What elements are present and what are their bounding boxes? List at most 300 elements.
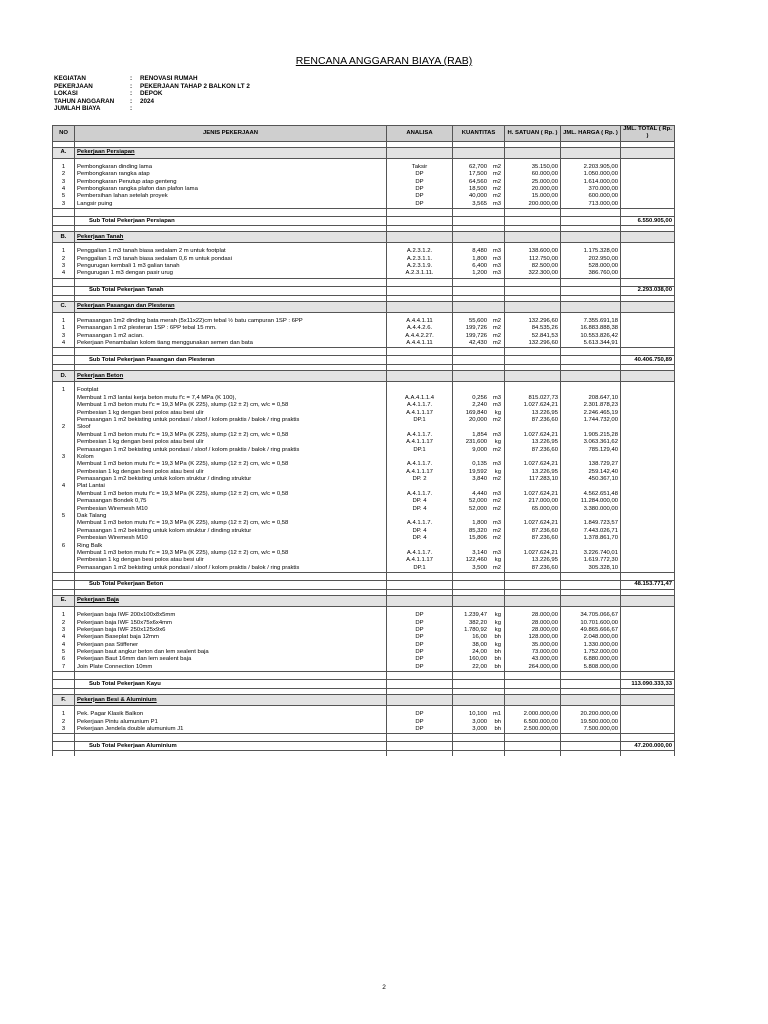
row-unit-price: 13.226,95 (505, 557, 561, 564)
row-amount: 450.367,10 (561, 476, 621, 483)
subtotal-row (53, 286, 675, 295)
empty-cell (53, 680, 75, 689)
row-analisa (387, 513, 453, 520)
row-number (53, 461, 75, 468)
row-total (621, 719, 675, 726)
table-row (53, 270, 675, 278)
section-header-row (53, 695, 675, 706)
info-label: LOKASI (54, 90, 78, 98)
section-code: A. (53, 147, 75, 158)
row-analisa: DP (387, 612, 453, 619)
empty-cell (453, 147, 505, 158)
quantity-value: 199,726 (465, 325, 487, 332)
empty-cell (53, 672, 75, 680)
empty-cell (453, 278, 505, 286)
row-unit-price: 128.000,00 (505, 634, 561, 641)
empty-cell (387, 217, 453, 226)
row-unit-price: 43.000,00 (505, 656, 561, 663)
empty-cell (453, 209, 505, 217)
quantity-value: 17,500 (468, 171, 487, 178)
empty-cell (387, 147, 453, 158)
row-unit-price: 1.027.624,21 (505, 432, 561, 439)
row-description: Pekerjaan Jendela double alumunium J1 (75, 726, 387, 734)
row-quantity (453, 417, 505, 424)
row-analisa (387, 424, 453, 431)
row-description: Pembesian 1 kg dengan besi polos atau besi ulir (75, 557, 387, 564)
row-unit-price: 138.600,00 (505, 248, 561, 255)
table-header-row (53, 126, 675, 142)
quantity-value: 382,20 (468, 619, 487, 626)
row-amount (561, 483, 621, 490)
row-number (53, 417, 75, 424)
empty-cell (561, 286, 621, 295)
row-number: 4 (53, 634, 75, 641)
row-total (621, 520, 675, 527)
empty-cell (53, 573, 75, 581)
empty-cell (53, 751, 75, 757)
table-row (53, 164, 675, 171)
row-quantity (453, 409, 505, 416)
row-total (621, 409, 675, 416)
quantity-unit: m2 (492, 317, 501, 324)
quantity-value: 1,800 (472, 520, 487, 527)
quantity-unit: m3 (492, 402, 501, 409)
quantity-unit: bh (494, 663, 501, 670)
empty-cell (561, 751, 621, 757)
empty-cell (387, 695, 453, 706)
row-unit-price (505, 483, 561, 490)
quantity-unit: m2 (492, 498, 501, 505)
row-analisa: DP (387, 193, 453, 200)
empty-cell (561, 217, 621, 226)
row-description: Pekerjaan Baseplat baja 12mm (75, 634, 387, 641)
row-description: Pemasangan 1 m2 bekisting untuk pondasi / sloof / kolom praktis / balok / ring praktis (75, 417, 387, 424)
row-amount (561, 454, 621, 461)
row-total (621, 439, 675, 446)
row-total (621, 164, 675, 171)
row-unit-price: 65.000,00 (505, 506, 561, 513)
quantity-unit: m3 (492, 200, 501, 207)
row-total (621, 454, 675, 461)
quantity-unit: m2 (492, 527, 501, 534)
empty-cell (53, 348, 75, 356)
subtotal-label: Sub Total Pekerjaan Persiapan (75, 217, 387, 226)
row-unit-price: 28.000,00 (505, 627, 561, 634)
row-quantity (453, 627, 505, 634)
row-number: 1 (53, 325, 75, 332)
table-row (53, 409, 675, 416)
empty-cell (387, 680, 453, 689)
section-name: Pekerjaan Pasangan dan Plesteran (75, 301, 387, 312)
empty-cell (453, 742, 505, 751)
row-description: Pengurugan kembali 1 m3 galian tanah (75, 263, 387, 270)
row-total (621, 186, 675, 193)
row-analisa: DP. 4 (387, 506, 453, 513)
subtotal-row (53, 356, 675, 365)
empty-cell (75, 278, 387, 286)
row-amount: 3.063.361,62 (561, 439, 621, 446)
row-unit-price: 87.236,60 (505, 446, 561, 453)
empty-cell (453, 581, 505, 590)
quantity-value: 199,726 (465, 332, 487, 339)
quantity-unit: m2 (492, 535, 501, 542)
table-row (53, 193, 675, 200)
row-amount: 138.729,27 (561, 461, 621, 468)
empty-cell (53, 742, 75, 751)
row-amount: 19.500.000,00 (561, 719, 621, 726)
row-total (621, 476, 675, 483)
row-number (53, 439, 75, 446)
quantity-value: 231,600 (465, 439, 487, 446)
empty-cell (387, 734, 453, 742)
row-unit-price: 52.841,53 (505, 333, 561, 340)
row-quantity (453, 446, 505, 453)
row-analisa: A.4.1.1.17 (387, 557, 453, 564)
quantity-unit: m2 (492, 325, 501, 332)
row-analisa: A.4.1.1.17 (387, 409, 453, 416)
row-quantity (453, 395, 505, 402)
page-number: 2 (382, 984, 386, 991)
row-quantity (453, 248, 505, 255)
quantity-unit: kg (494, 409, 501, 416)
row-amount: 4.562.651,48 (561, 491, 621, 498)
empty-cell (75, 209, 387, 217)
empty-cell (453, 751, 505, 757)
quantity-value: 3,565 (472, 200, 487, 207)
row-description: Membuat 1 m3 beton mutu f'c = 19,3 MPa (K 225), slump (12 ± 2) cm, w/c = 0,58 (75, 402, 387, 409)
row-description: Pembesian 1 kg dengan besi polos atau besi ulir (75, 469, 387, 476)
row-number: 2 (53, 424, 75, 431)
empty-cell (75, 348, 387, 356)
empty-cell (505, 356, 561, 365)
empty-cell (505, 672, 561, 680)
row-analisa: DP. 4 (387, 535, 453, 542)
section-name: Pekerjaan Besi & Aluminium (75, 695, 387, 706)
quantity-unit: m3 (492, 270, 501, 277)
empty-cell (505, 232, 561, 243)
row-number: 2 (53, 619, 75, 626)
row-quantity (453, 186, 505, 193)
row-description: Pemasangan 1 m2 plesteran 1SP : 6PP tebal 15 mm. (75, 325, 387, 332)
quantity-unit: kg (494, 468, 501, 475)
row-number: 5 (53, 513, 75, 520)
subtotal-row (53, 217, 675, 226)
row-amount: 2.048.000,00 (561, 634, 621, 641)
table-row (53, 535, 675, 542)
row-number (53, 528, 75, 535)
table-row (53, 711, 675, 718)
row-amount: 305.328,10 (561, 565, 621, 573)
info-value: 2024 (140, 97, 155, 105)
spacer-row (53, 751, 675, 757)
row-number: 3 (53, 263, 75, 270)
subtotal-value: 2.293.038,00 (621, 286, 675, 295)
row-description: Ring Balk (75, 542, 387, 549)
spacer-row (53, 209, 675, 217)
header-kuantitas: KUANTITAS (453, 126, 505, 142)
row-analisa: DP.1 (387, 565, 453, 573)
spacer-row (53, 348, 675, 356)
row-number: 3 (53, 201, 75, 209)
row-description: Pembongkaran rangka plafon dan plafon lama (75, 186, 387, 193)
table-row (53, 726, 675, 734)
row-quantity (453, 325, 505, 332)
quantity-unit: kg (494, 612, 501, 619)
row-unit-price: 73.000,00 (505, 649, 561, 656)
empty-cell (505, 695, 561, 706)
row-total (621, 387, 675, 394)
row-description: Plat Lantai (75, 483, 387, 490)
row-description: Pekerjaan baut angkur beton dan lem sealent baja (75, 649, 387, 656)
subtotal-row (53, 581, 675, 590)
row-amount: 1.905.215,28 (561, 432, 621, 439)
quantity-unit: m3 (492, 431, 501, 438)
empty-cell (621, 301, 675, 312)
row-analisa: A.4.1.1.7. (387, 491, 453, 498)
row-amount: 16.883.888,38 (561, 325, 621, 332)
info-value (140, 105, 340, 113)
section-header-row (53, 147, 675, 158)
row-amount: 1.050.000,00 (561, 171, 621, 178)
empty-cell (561, 232, 621, 243)
empty-cell (453, 232, 505, 243)
table-body (53, 141, 675, 756)
empty-cell (53, 286, 75, 295)
row-description: Pembongkaran Penutup atap genteng (75, 179, 387, 186)
table-row (53, 263, 675, 270)
row-unit-price: 1.027.624,21 (505, 491, 561, 498)
table-row (53, 333, 675, 340)
row-total (621, 171, 675, 178)
row-quantity (453, 542, 505, 549)
row-analisa: A.2.3.1.1. (387, 256, 453, 263)
empty-cell (53, 278, 75, 286)
row-description: Membuat 1 m3 beton mutu f'c = 19,3 MPa (K 225), slump (12 ± 2) cm, w/c = 0,58 (75, 491, 387, 498)
empty-cell (387, 371, 453, 382)
row-description: Pekerjaan Pintu alumunium P1 (75, 719, 387, 726)
row-number: 2 (53, 171, 75, 178)
quantity-unit: kg (494, 439, 501, 446)
row-number: 3 (53, 333, 75, 340)
empty-cell (621, 734, 675, 742)
table-row (53, 432, 675, 439)
empty-cell (453, 348, 505, 356)
row-amount: 1.330.000,00 (561, 642, 621, 649)
row-description: Pembesian 1 kg dengan besi polos atau besi ulir (75, 439, 387, 446)
row-unit-price: 815.027,73 (505, 395, 561, 402)
table-row (53, 318, 675, 325)
row-unit-price: 1.027.624,21 (505, 461, 561, 468)
empty-cell (621, 278, 675, 286)
empty-cell (53, 734, 75, 742)
empty-cell (561, 301, 621, 312)
row-total (621, 535, 675, 542)
quantity-unit: bh (494, 656, 501, 663)
row-unit-price (505, 454, 561, 461)
info-value: DEPOK (140, 90, 163, 98)
row-unit-price: 2.500.000,00 (505, 726, 561, 734)
row-description: Pemasangan 1 m2 bekisting untuk pondasi / sloof / kolom praktis / balok / ring praktis (75, 565, 387, 573)
empty-cell (453, 695, 505, 706)
row-description: Langsir puing (75, 201, 387, 209)
row-total (621, 432, 675, 439)
empty-cell (453, 672, 505, 680)
header-jumlah-harga: JML. HARGA ( Rp. ) (561, 126, 621, 142)
row-quantity (453, 711, 505, 718)
table-row (53, 179, 675, 186)
table-row (53, 417, 675, 424)
row-analisa: DP.1 (387, 446, 453, 453)
rab-table (52, 125, 675, 756)
row-description: Pembongkaran rangka atap (75, 171, 387, 178)
row-number (53, 535, 75, 542)
row-total (621, 417, 675, 424)
row-amount: 1.619.772,30 (561, 557, 621, 564)
row-number: 2 (53, 256, 75, 263)
table-row (53, 476, 675, 483)
row-amount: 386.760,00 (561, 270, 621, 278)
row-total (621, 565, 675, 573)
row-quantity (453, 164, 505, 171)
quantity-value: 1,854 (472, 431, 487, 438)
row-quantity (453, 634, 505, 641)
row-description: Pekerjaan baja IWF 200x100x8x5mm (75, 612, 387, 619)
subtotal-value: 40.406.750,89 (621, 356, 675, 365)
row-description: Penggalian 1 m3 tanah biasa sedalam 0,6 m untuk pondasi (75, 256, 387, 263)
row-amount: 7.500.000,00 (561, 726, 621, 734)
row-quantity (453, 483, 505, 490)
row-quantity (453, 656, 505, 663)
quantity-unit: m3 (492, 490, 501, 497)
table-row (53, 424, 675, 431)
row-description: Pek. Pagar Klasik Balkon (75, 711, 387, 718)
row-amount: 202.950,00 (561, 256, 621, 263)
row-description: Pembesian Wiremesh M10 (75, 506, 387, 513)
quantity-unit: m2 (492, 416, 501, 423)
table-row (53, 550, 675, 557)
row-description: Pembesian 1 kg dengan besi polos atau besi ulir (75, 409, 387, 416)
empty-cell (505, 573, 561, 581)
row-analisa: DP (387, 726, 453, 734)
quantity-unit: m2 (492, 339, 501, 346)
quantity-unit: m3 (492, 263, 501, 270)
row-quantity (453, 469, 505, 476)
row-total (621, 263, 675, 270)
quantity-value: 9,000 (472, 446, 487, 453)
quantity-value: 3,000 (472, 726, 487, 733)
row-total (621, 498, 675, 505)
row-total (621, 627, 675, 634)
row-description: Pekerjaan Baut 16mm dan lem sealent baja (75, 656, 387, 663)
empty-cell (561, 371, 621, 382)
table-row (53, 513, 675, 520)
row-amount: 259.142,40 (561, 469, 621, 476)
row-quantity (453, 612, 505, 619)
empty-cell (561, 209, 621, 217)
row-total (621, 461, 675, 468)
empty-cell (387, 278, 453, 286)
quantity-unit: m2 (492, 193, 501, 200)
row-amount: 208.647,10 (561, 395, 621, 402)
table-row (53, 325, 675, 332)
row-analisa: A.2.3.1.11. (387, 270, 453, 278)
info-row-lokasi: LOKASI : DEPOK (54, 90, 340, 98)
row-analisa: DP (387, 186, 453, 193)
info-value: RENOVASI RUMAH (140, 75, 198, 82)
row-analisa: A.4.1.1.7. (387, 461, 453, 468)
project-info (54, 75, 340, 113)
empty-cell (453, 734, 505, 742)
quantity-value: 22,00 (472, 663, 487, 670)
subtotal-row (53, 680, 675, 689)
empty-cell (505, 147, 561, 158)
row-total (621, 491, 675, 498)
row-description: Pemasangan 1m2 dinding bata merah (5x11x22)cm tebal ½ batu campuran 1SP : 6PP (75, 318, 387, 325)
row-amount: 6.880.000,00 (561, 656, 621, 663)
table-row (53, 439, 675, 446)
quantity-value: 20,000 (468, 416, 487, 423)
empty-cell (621, 751, 675, 757)
row-total (621, 649, 675, 656)
row-unit-price: 2.000.000,00 (505, 711, 561, 718)
row-quantity (453, 506, 505, 513)
row-amount: 1.752.000,00 (561, 649, 621, 656)
quantity-unit: m3 (492, 520, 501, 527)
empty-cell (505, 751, 561, 757)
row-number: 4 (53, 340, 75, 348)
empty-cell (621, 371, 675, 382)
row-quantity (453, 565, 505, 573)
row-unit-price: 87.236,60 (505, 417, 561, 424)
quantity-value: 6,400 (472, 263, 487, 270)
empty-cell (453, 680, 505, 689)
empty-cell (453, 286, 505, 295)
row-quantity (453, 263, 505, 270)
row-unit-price: 87.236,60 (505, 535, 561, 542)
empty-cell (53, 209, 75, 217)
empty-cell (561, 734, 621, 742)
table-row (53, 612, 675, 619)
row-number: 3 (53, 627, 75, 634)
section-code: D. (53, 371, 75, 382)
row-analisa: DP. 2 (387, 476, 453, 483)
empty-cell (561, 672, 621, 680)
empty-cell (75, 751, 387, 757)
row-amount: 5.613.344,91 (561, 340, 621, 348)
row-description: Kolom (75, 454, 387, 461)
row-description: Join Plate Connection 10mm (75, 664, 387, 672)
row-total (621, 550, 675, 557)
row-number: 4 (53, 642, 75, 649)
quantity-unit: bh (494, 649, 501, 656)
empty-cell (53, 217, 75, 226)
row-unit-price: 28.000,00 (505, 619, 561, 626)
row-analisa: DP. 4 (387, 528, 453, 535)
empty-cell (505, 217, 561, 226)
empty-cell (453, 371, 505, 382)
header-jumlah-total: JML. TOTAL ( Rp. ) (621, 126, 675, 142)
row-quantity (453, 476, 505, 483)
row-quantity (453, 550, 505, 557)
empty-cell (561, 573, 621, 581)
row-analisa (387, 542, 453, 549)
row-unit-price: 25.000,00 (505, 179, 561, 186)
row-number (53, 409, 75, 416)
quantity-value: 0,256 (472, 394, 487, 401)
table-row (53, 642, 675, 649)
row-number: 6 (53, 542, 75, 549)
row-unit-price: 28.000,00 (505, 612, 561, 619)
